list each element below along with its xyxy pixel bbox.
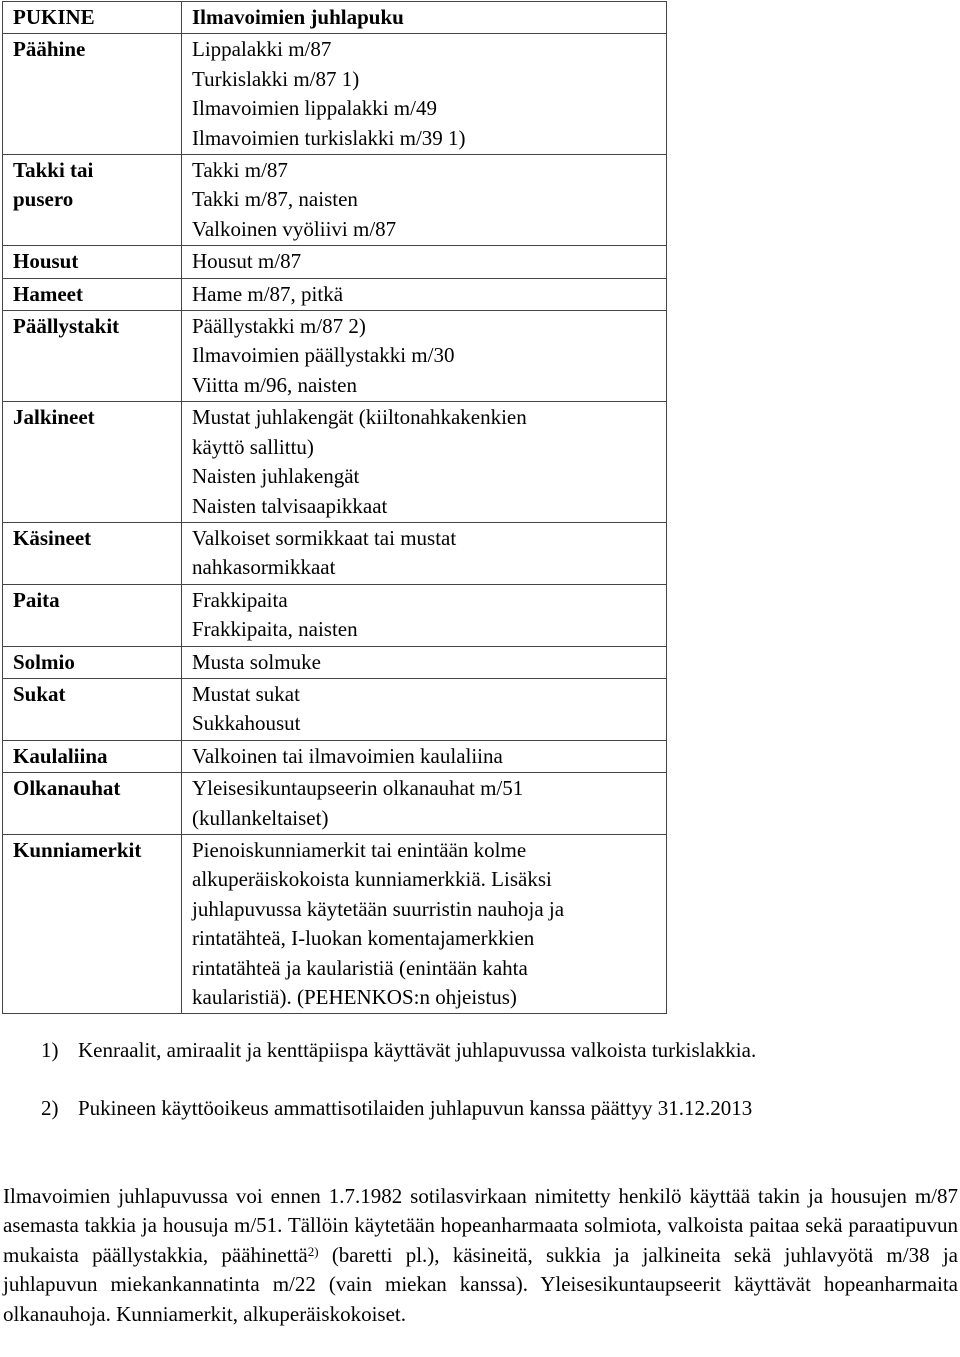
- item-label: Sukkahousut: [192, 711, 301, 736]
- table-row: [3, 773, 667, 835]
- table-row: [3, 246, 667, 278]
- category-cell: [3, 311, 182, 402]
- items-cell: [182, 522, 667, 584]
- item-label: Ilmavoimien päällystakki m/30: [192, 343, 455, 368]
- category-label: Olkanauhat: [13, 776, 121, 801]
- table-row: [3, 584, 667, 646]
- category-label: Paita: [13, 587, 60, 612]
- table-row: [3, 740, 667, 772]
- items-cell: [182, 34, 667, 155]
- items-cell: [182, 646, 667, 678]
- table-row: [3, 278, 667, 310]
- category-cell: [3, 278, 182, 310]
- table-row: [3, 34, 667, 155]
- category-label: Housut: [13, 249, 79, 274]
- item-label: Yleisesikuntaupseerin olkanauhat m/51: [192, 776, 524, 801]
- item-label: Ilmavoimien turkislakki m/39 1): [192, 125, 466, 150]
- items-cell: [182, 584, 667, 646]
- footnote-1-text: Kenraalit, amiraalit ja kenttäpiispa käyttävät juhlapuvussa valkoista turkislakkia.: [78, 1038, 757, 1062]
- footnote-2: [41, 1096, 752, 1121]
- footnote-1-number: 1): [41, 1038, 59, 1062]
- paragraph-text-start: Ilmavoimien juhlapuvussa voi ennen 1.7.1982 sotilasvirkaan nimitetty henkilö käyttää takin ja housujen m/87 asemasta takkia ja housuja m/51. Tällöin käytetään hopeanharmaata solmiota, valkoista paitaa sekä paraatipuvun mukaista päällystakkia, päähinettä: [3, 1184, 958, 1267]
- item-label: Valkoinen tai ilmavoimien kaulaliina: [192, 743, 503, 768]
- category-cell: [3, 34, 182, 155]
- item-label: kaularistiä). (PEHENKOS:n ohjeistus): [192, 985, 517, 1009]
- item-label: (kullankeltaiset): [192, 805, 329, 830]
- category-cell: [3, 678, 182, 740]
- category-label: Kaulaliina: [13, 743, 108, 768]
- item-label: Naisten juhlakengät: [192, 464, 360, 489]
- category-cell: [3, 155, 182, 246]
- category-cell: [3, 646, 182, 678]
- item-label: Mustat sukat: [192, 681, 300, 706]
- category-label: Käsineet: [13, 525, 92, 550]
- body-paragraph: [3, 1182, 958, 1329]
- category-cell: [3, 740, 182, 772]
- table-header-row: [3, 2, 667, 34]
- items-cell: [182, 311, 667, 402]
- category-label: Sukat: [13, 681, 66, 706]
- category-label: Päällystakit: [13, 314, 120, 339]
- table-row: [3, 678, 667, 740]
- uniform-table: [2, 1, 667, 1014]
- category-cell: [3, 834, 182, 1013]
- table-row: [3, 522, 667, 584]
- item-label: Valkoiset sormikkaat tai mustat: [192, 525, 457, 550]
- item-label: käyttö sallittu): [192, 434, 314, 459]
- items-cell: [182, 740, 667, 772]
- items-cell: [182, 246, 667, 278]
- item-label: juhlapuvussa käytetään suurristin nauhoja ja: [192, 896, 565, 921]
- item-label: nahkasormikkaat: [192, 555, 336, 580]
- items-cell: [182, 278, 667, 310]
- category-label: Solmio: [13, 649, 75, 674]
- item-label: Hame m/87, pitkä: [192, 281, 344, 306]
- category-cell: [3, 773, 182, 835]
- header-category-label: PUKINE: [13, 5, 95, 29]
- table-row: [3, 311, 667, 402]
- item-label: Mustat juhlakengät (kiiltonahkakenkien: [192, 405, 527, 430]
- paragraph-superscript: 2): [307, 1243, 319, 1259]
- category-label: Päähine: [13, 37, 86, 62]
- category-label: Hameet: [13, 281, 83, 306]
- items-cell: [182, 773, 667, 835]
- table-row: [3, 646, 667, 678]
- category-cell: [3, 246, 182, 278]
- item-label: Frakkipaita: [192, 587, 288, 612]
- item-label: Musta solmuke: [192, 649, 321, 674]
- item-label: Housut m/87: [192, 249, 302, 274]
- items-cell: [182, 155, 667, 246]
- item-label: alkuperäiskokoista kunniamerkkiä. Lisäksi: [192, 867, 552, 892]
- category-label: Jalkineet: [13, 405, 95, 430]
- table-row: [3, 402, 667, 523]
- footnote-2-text: Pukineen käyttöoikeus ammattisotilaiden juhlapuvun kanssa päättyy 31.12.2013: [78, 1096, 753, 1120]
- category-label: Takki tai: [13, 158, 94, 183]
- item-label: Naisten talvisaapikkaat: [192, 493, 388, 518]
- header-item-cell: [182, 2, 667, 34]
- category-cell: [3, 584, 182, 646]
- item-label: Turkislakki m/87 1): [192, 66, 360, 91]
- category-label: pusero: [13, 187, 74, 212]
- header-item-label: Ilmavoimien juhlapuku: [192, 5, 404, 29]
- item-label: Päällystakki m/87 2): [192, 314, 366, 339]
- item-label: rintatähteä, I-luokan komentajamerkkien: [192, 926, 535, 951]
- category-cell: [3, 402, 182, 523]
- footnote-2-number: 2): [41, 1096, 59, 1120]
- item-label: Takki m/87, naisten: [192, 187, 358, 212]
- category-label: Kunniamerkit: [13, 837, 142, 862]
- item-label: Lippalakki m/87: [192, 37, 332, 62]
- items-cell: [182, 834, 667, 1013]
- item-label: Pienoiskunniamerkit tai enintään kolme: [192, 837, 527, 862]
- table-row: [3, 155, 667, 246]
- item-label: rintatähteä ja kaularistiä (enintään kahta: [192, 955, 528, 980]
- items-cell: [182, 402, 667, 523]
- footnote-1: [41, 1038, 756, 1063]
- header-category-cell: [3, 2, 182, 34]
- category-cell: [3, 522, 182, 584]
- items-cell: [182, 678, 667, 740]
- item-label: Ilmavoimien lippalakki m/49: [192, 96, 437, 121]
- item-label: Viitta m/96, naisten: [192, 372, 357, 397]
- item-label: Takki m/87: [192, 158, 288, 183]
- paragraph-text-end: (baretti pl.), käsineitä, sukkia ja jalkineita sekä juhlavyötä m/38 ja juhlapuvun miekankannatinta m/22 (vain miekan kanssa). Yleisesikuntaupseerit käyttävät hopeanharmaita olkanauhoja. Kunniamerkit, alkuperäiskokoiset.: [3, 1242, 959, 1326]
- table-row: [3, 834, 667, 1013]
- item-label: Valkoinen vyöliivi m/87: [192, 216, 397, 241]
- item-label: Frakkipaita, naisten: [192, 617, 358, 642]
